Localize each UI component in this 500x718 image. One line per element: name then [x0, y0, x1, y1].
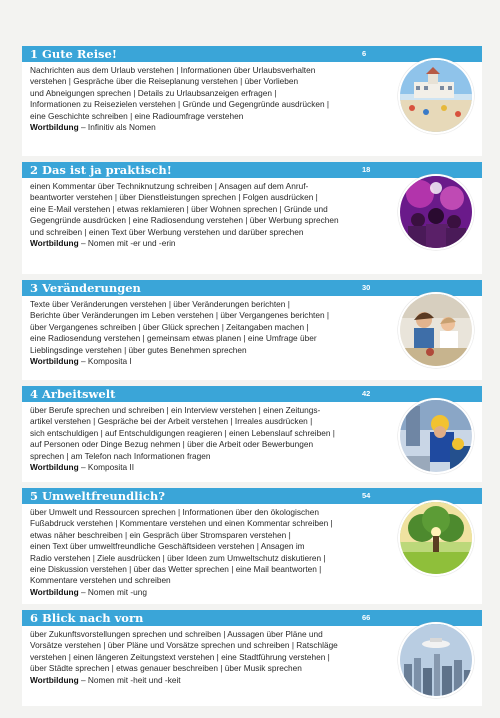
content-line: sich entschuldigen | auf Entschuldigungen reagieren | einen Lebenslauf schreiben |	[30, 427, 335, 438]
unit-content	[30, 299, 382, 367]
unit-header	[22, 280, 482, 296]
unit-header	[22, 610, 482, 626]
content-line: einen Kommentar über Techniknutzung schreiben | Ansagen auf dem Anruf-	[30, 181, 309, 191]
unit-content	[30, 507, 382, 598]
content-line: eine E-Mail verstehen | etwas reklamieren | über Wohnen sprechen | Gründe und	[30, 203, 328, 214]
wortbildung-label: Wortbildung	[30, 238, 79, 249]
content-line: Informationen zu Reisezielen verstehen | Gründe und Gegengründe ausdrücken |	[30, 99, 330, 110]
unit-content	[30, 65, 382, 133]
wortbildung-line	[30, 356, 382, 367]
wortbildung-text: – Komposita I	[78, 356, 132, 367]
page-number[interactable]: 66	[362, 613, 371, 622]
unit-4	[22, 386, 482, 482]
wortbildung-text: – Nomen mit -heit und -keit	[78, 674, 181, 685]
content-line: Texte über Veränderungen verstehen | über Veränderungen berichten |	[30, 299, 290, 309]
content-line: und schreiben | einen Text über Werbung verstehen und darüber sprechen	[30, 226, 304, 237]
wortbildung-line	[30, 122, 382, 133]
page-number[interactable]: 30	[362, 283, 371, 292]
wortbildung-label: Wortbildung	[30, 462, 79, 473]
wortbildung-text: – Nomen mit -er und -erin	[78, 238, 176, 249]
wortbildung-line	[30, 587, 382, 598]
content-line: etwas näher beschreiben | ein Gespräch über Stromsparen verstehen |	[30, 529, 291, 540]
unit-title[interactable]: 2 Das ist ja praktisch!	[30, 163, 172, 177]
content-line: artikel verstehen | Gespräche bei der Arbeit verstehen | Irreales ausdrücken |	[30, 416, 313, 427]
unit-title[interactable]: 4 Arbeitswelt	[30, 387, 116, 401]
unit-title[interactable]: 1 Gute Reise!	[30, 47, 117, 61]
unit-title[interactable]: 5 Umweltfreundlich?	[30, 489, 166, 503]
page-number[interactable]: 42	[362, 389, 371, 398]
wortbildung-label: Wortbildung	[30, 122, 79, 133]
unit-header	[22, 46, 482, 62]
wortbildung-text: – Nomen mit -ung	[78, 586, 147, 597]
content-line: eine Diskussion verstehen | über das Wetter sprechen | eine Mail beantworten |	[30, 564, 322, 575]
future-city-photo	[398, 622, 474, 698]
content-line: Gegengründe ausdrücken | eine Radiosendung verstehen | über Werbung sprechen	[30, 215, 339, 226]
content-line: über Vergangenes schreiben | über Glück sprechen | Zeitangaben machen |	[30, 321, 309, 332]
unit-content	[30, 629, 382, 686]
wortbildung-text: – Infinitiv als Nomen	[78, 122, 156, 133]
content-line: Lieblingsdinge verstehen | über gutes Benehmen sprechen	[30, 344, 247, 355]
wortbildung-label: Wortbildung	[30, 674, 79, 685]
content-line: über Städte sprechen | etwas genauer beschreiben | über Musik sprechen	[30, 663, 302, 674]
unit-content	[30, 181, 382, 249]
wortbildung-line	[30, 462, 382, 473]
content-line: eine Radiosendung verstehen | gemeinsam etwas planen | eine Umfrage über	[30, 333, 317, 344]
content-line: verstehen | Gespräche über die Reiseplanung verstehen | über Vorlieben	[30, 76, 299, 87]
page-number[interactable]: 6	[362, 49, 367, 58]
content-line: über Umwelt und Ressourcen sprechen | Informationen über den ökologischen	[30, 507, 320, 517]
content-line: eine Geschichte schreiben | eine Radioumfrage verstehen	[30, 110, 244, 121]
content-line: Fußabdruck verstehen | Kommentare verstehen und einen Kommentar schreiben |	[30, 518, 333, 529]
content-line: Radio verstehen | Ziele ausdrücken | über Ideen zum Umweltschutz diskutieren |	[30, 552, 326, 563]
content-line: Berichte über Veränderungen im Leben verstehen | über Vergangenes berichten |	[30, 310, 330, 321]
content-line: beantworter verstehen | über Dienstleistungen sprechen | Folgen ausdrücken |	[30, 192, 318, 203]
page-number[interactable]: 18	[362, 165, 371, 174]
beach-resort-photo	[398, 58, 474, 134]
content-line: über Zukunftsvorstellungen sprechen und schreiben | Aussagen über Pläne und	[30, 629, 323, 639]
content-line: verstehen | einen längeren Zeitungstext verstehen | eine Stadtführung verstehen |	[30, 651, 330, 662]
wortbildung-line	[30, 675, 382, 686]
unit-title[interactable]: 3 Veränderungen	[30, 281, 141, 295]
wortbildung-text: – Komposita II	[78, 462, 135, 473]
unit-content	[30, 405, 382, 473]
content-line: Kommentare verstehen und schreiben	[30, 575, 171, 586]
content-line: Nachrichten aus dem Urlaub verstehen | Informationen über Urlaubsverhalten	[30, 65, 316, 75]
unit-2	[22, 162, 482, 274]
content-line: Vorsätze verstehen | über Pläne und Vorsätze sprechen und schreiben | Ratschläge	[30, 640, 338, 651]
content-line: und Abneigungen sprechen | Details zu Urlaubsanzeigen erfragen |	[30, 87, 277, 98]
unit-3	[22, 280, 482, 380]
unit-1	[22, 46, 482, 156]
unit-title[interactable]: 6 Blick nach vorn	[30, 611, 144, 625]
wortbildung-label: Wortbildung	[30, 356, 79, 367]
content-line: auf Personen oder Dinge Bezug nehmen | über die Arbeit oder Bewerbungen	[30, 439, 314, 450]
content-line: sprechen | am Telefon nach Informationen fragen	[30, 450, 211, 461]
content-line: über Berufe sprechen und schreiben | ein Interview verstehen | einen Zeitungs-	[30, 405, 321, 415]
unit-header	[22, 488, 482, 504]
unit-5	[22, 488, 482, 604]
unit-header	[22, 162, 482, 178]
content-line: einen Text über umweltfreundliche Geschäftsideen verstehen | Ansagen im	[30, 541, 305, 552]
unit-6	[22, 610, 482, 706]
family-photo	[398, 292, 474, 368]
unit-header	[22, 386, 482, 402]
wortbildung-label: Wortbildung	[30, 586, 79, 597]
worker-photo	[398, 398, 474, 474]
page-number[interactable]: 54	[362, 491, 371, 500]
tree-sunset-photo	[398, 500, 474, 576]
wortbildung-line	[30, 238, 382, 249]
party-crowd-photo	[398, 174, 474, 250]
